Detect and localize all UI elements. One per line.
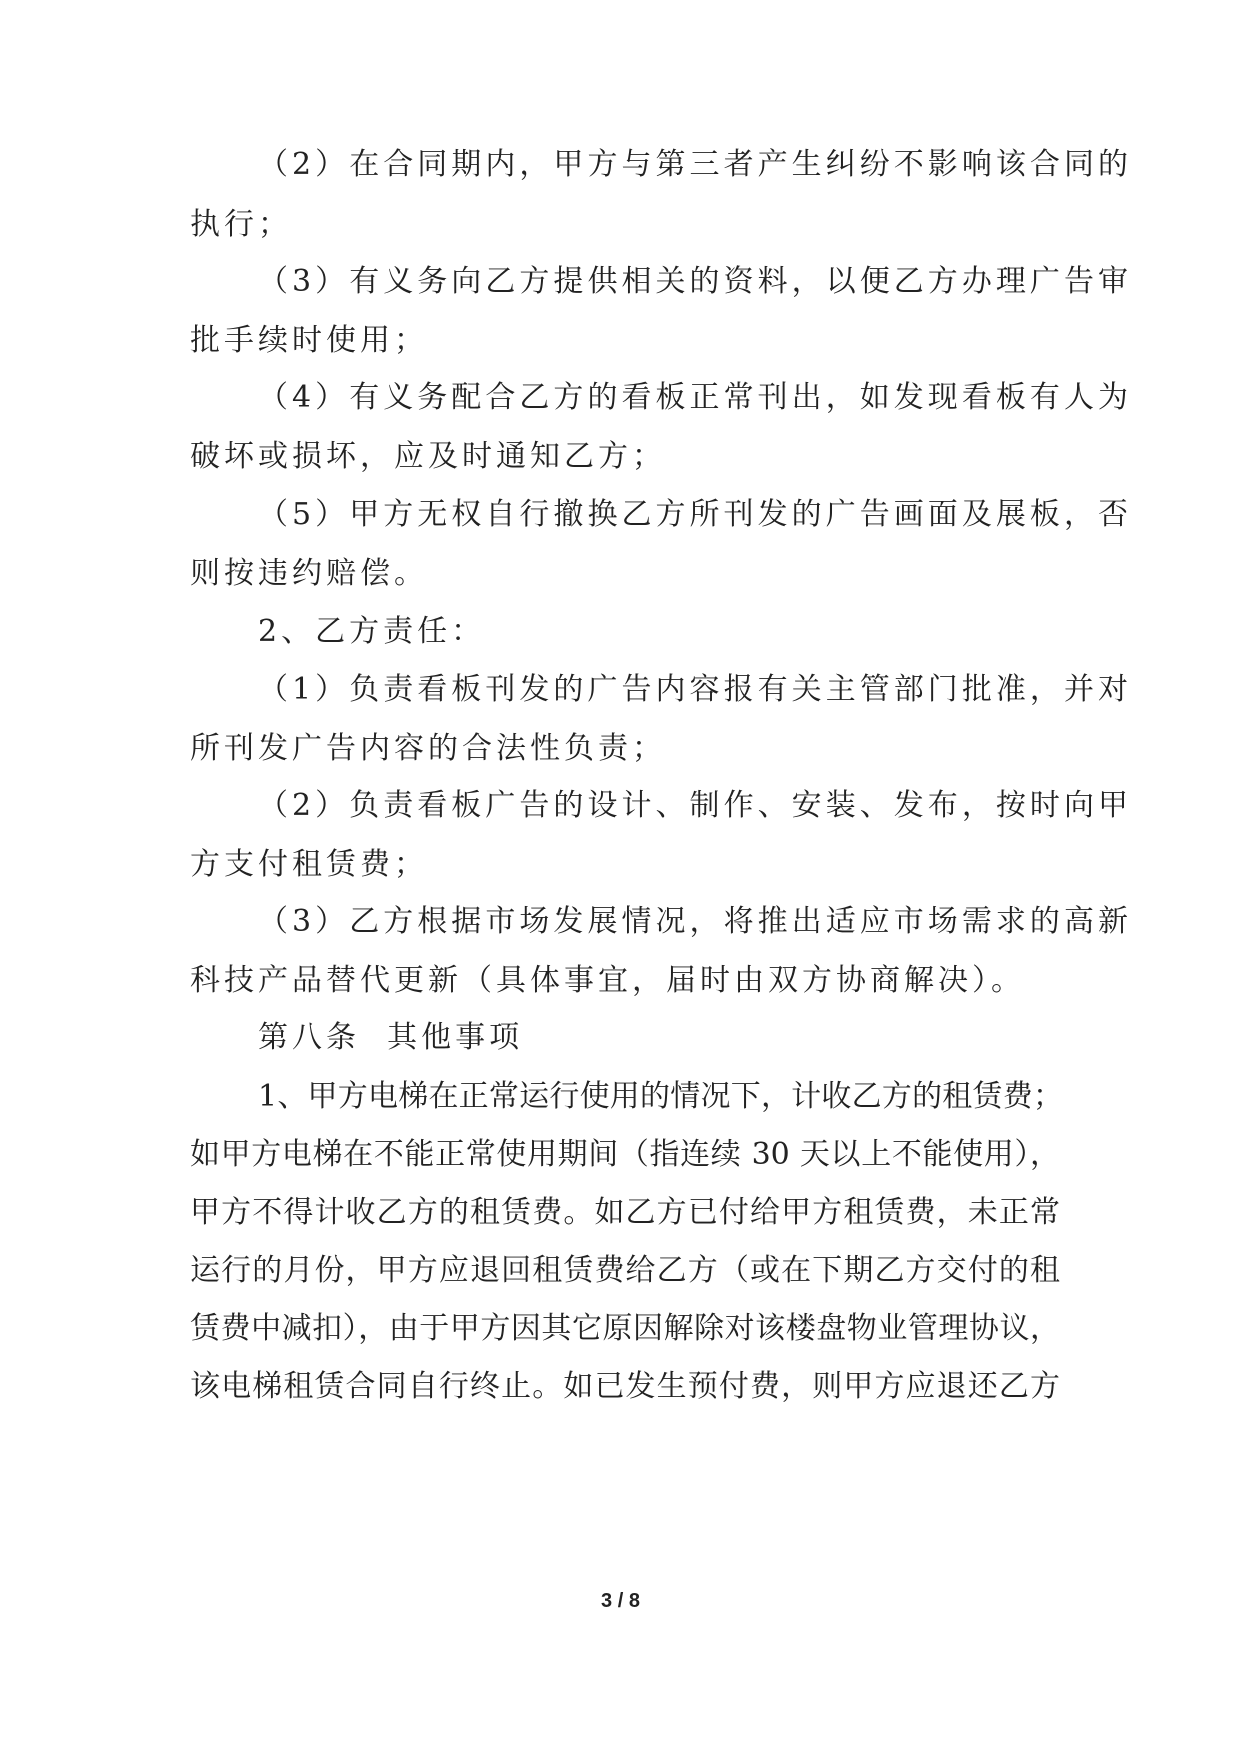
paragraph-line: （2）负责看板广告的设计、制作、安装、发布，按时向甲 (258, 788, 1128, 823)
paragraph-line: 则按违约赔偿。 (190, 556, 428, 591)
paragraph-line: 如甲方电梯在不能正常使用期间（指连续 30 天以上不能使用）， (190, 1137, 1060, 1172)
paragraph-line: （3）有义务向乙方提供相关的资料，以便乙方办理广告审 (258, 264, 1128, 299)
paragraph-line: 该电梯租赁合同自行终止。如已发生预付费，则甲方应退还乙方 (190, 1369, 1060, 1404)
paragraph-line: （3）乙方根据市场发展情况，将推出适应市场需求的高新 (258, 904, 1128, 939)
paragraph-line: （4）有义务配合乙方的看板正常刊出，如发现看板有人为 (258, 380, 1128, 415)
paragraph-line: 执行； (190, 207, 292, 242)
paragraph-line: 所刊发广告内容的合法性负责； (190, 731, 666, 766)
paragraph-line: （5）甲方无权自行撤换乙方所刊发的广告画面及展板，否 (258, 497, 1128, 532)
section-heading: 2、乙方责任： (258, 614, 486, 649)
paragraph-line: 1、甲方电梯在正常运行使用的情况下，计收乙方的租赁费； (258, 1079, 1063, 1114)
paragraph-line: （2）在合同期内，甲方与第三者产生纠纷不影响该合同的 (258, 147, 1128, 182)
paragraph-line: 批手续时使用； (190, 323, 428, 358)
paragraph-line: 甲方不得计收乙方的租赁费。如乙方已付给甲方租赁费，未正常 (190, 1195, 1060, 1230)
paragraph-line: 破坏或损坏，应及时通知乙方； (190, 439, 666, 474)
paragraph-line: 科技产品替代更新（具体事宜，届时由双方协商解决）。 (190, 963, 1025, 998)
article-heading: 第八条 其他事项 (258, 1020, 524, 1055)
page-number: 3 / 8 (601, 1590, 640, 1612)
paragraph-line: 方支付租赁费； (190, 847, 428, 882)
paragraph-line: （1）负责看板刊发的广告内容报有关主管部门批准，并对 (258, 672, 1128, 707)
paragraph-line: 运行的月份，甲方应退回租赁费给乙方（或在下期乙方交付的租 (190, 1253, 1060, 1288)
paragraph-line: 赁费中减扣），由于甲方因其它原因解除对该楼盘物业管理协议， (190, 1311, 1060, 1346)
